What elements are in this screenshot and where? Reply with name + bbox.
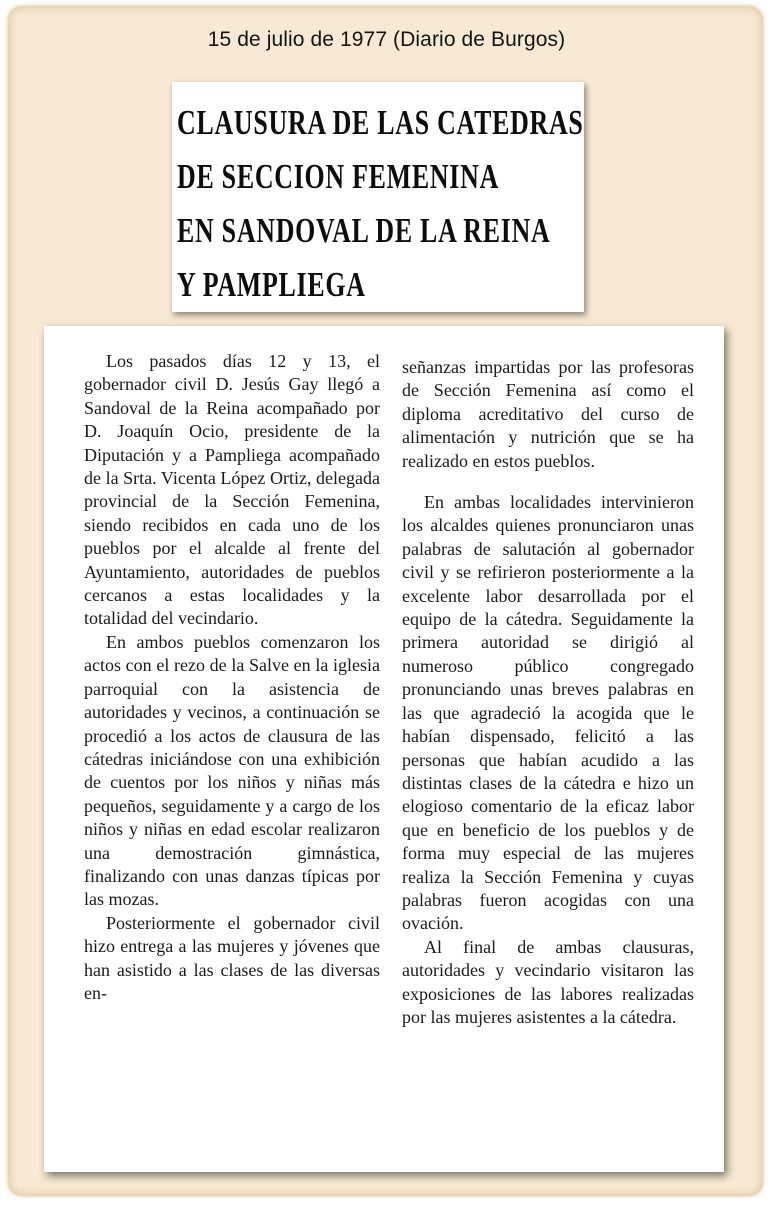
article-right-column	[402, 356, 694, 1029]
article-paragraph: Posteriormente el gobernador civil hizo entrega a las mujeres y jóvenes que han asistido a las clases de las diversas en-	[84, 912, 380, 1003]
article-left-column	[84, 350, 380, 1005]
article-paragraph: Al final de ambas clausuras, autoridades y vecindario visitaron las exposiciones de las labores realizadas por las mujeres asistentes a la cátedra.	[402, 936, 694, 1027]
article-paragraph: señanzas impartidas por las profesoras de Sección Femenina así como el diploma acreditativo del curso de alimentación y nutrición que se ha realizado en estos pueblos.	[402, 357, 694, 471]
headline-line: EN SANDOVAL DE LA REINA	[177, 211, 551, 250]
headline-line: DE SECCION FEMENINA	[177, 157, 500, 196]
article-paragraph: En ambas localidades intervinieron los alcaldes quienes pronunciaron unas palabras de salutación al gobernador civil y se refirieron posteriormente a la excelente labor desarrollada por el equipo de la cátedra. Seguidamente la primera autoridad se dirigió al numeroso público congregado pronunciando unas breves palabras en las que agradeció la acogida que le habían dispensado, felicitó a las personas que habían acudido a las distintas clases de la cátedra e hizo un elogioso comentario de la eficaz labor que en beneficio de los pueblos y de forma muy especial de las mujeres realiza la Sección Femenina y cuyas palabras fueron acogidas con una ovación.	[402, 492, 694, 934]
date-caption: 15 de julio de 1977 (Diario de Burgos)	[207, 28, 566, 51]
article-paragraph: En ambos pueblos comenzaron los actos con el rezo de la Salve en la iglesia parroquial con la asistencia de autoridades y vecinos, a continuación se procedió a los actos de clausura de las cátedras iniciándose con una exhibición de cuentos por los niños y niñas más pequeños, seguidamente y a cargo de los niños y niñas en edad escolar realizaron una demostración gimnástica, finalizando con unas danzas típicas por las mozas.	[84, 631, 380, 910]
headline-clipping	[172, 82, 584, 312]
headline-line: Y PAMPLIEGA	[177, 265, 366, 304]
headline-line: CLAUSURA DE LAS CATEDRAS	[177, 103, 584, 142]
article-clipping	[44, 326, 724, 1172]
article-paragraph: Los pasados días 12 y 13, el gobernador civil D. Jesús Gay llegó a Sandoval de la Reina acompañado por D. Joaquín Ocio, presidente de la Diputación y a Pampliega acompañado de la Srta. Vicenta López Ortiz, delegada provincial de la Sección Femenina, siendo recibidos en cada uno de los pueblos por el alcalde al frente del Ayuntamiento, autoridades de pueblos cercanos a estas localidades y la totalidad del vecindario.	[84, 351, 380, 629]
